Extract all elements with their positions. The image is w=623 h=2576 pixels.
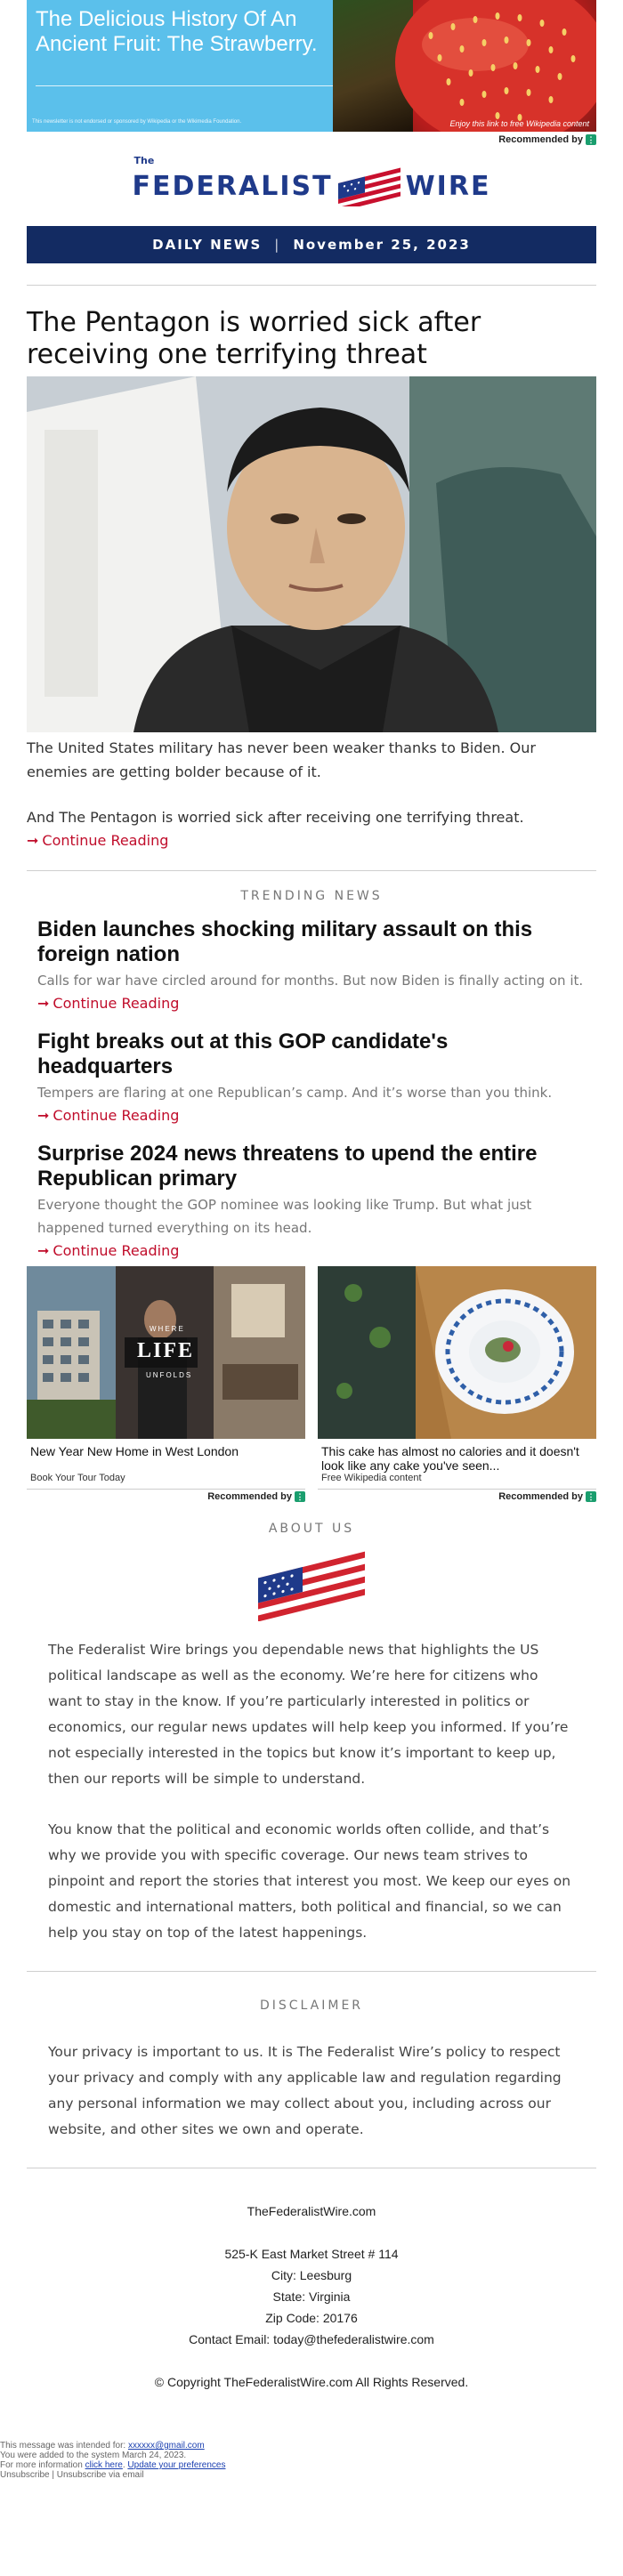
unsubscribe-links[interactable]: Unsubscribe | Unsubscribe via email	[0, 2470, 144, 2481]
trending-title[interactable]: Fight breaks out at this GOP candidate's headquarters	[37, 1030, 449, 1078]
recommended-label: Recommended by	[498, 134, 583, 145]
main-story-para2: And The Pentagon is worried sick after receiving one terrifying threat.	[27, 809, 524, 826]
top-ad-recommended[interactable]	[27, 132, 596, 148]
footer-street: 525-K East Market Street # 114	[224, 2247, 399, 2262]
card-title[interactable]: New Year New Home in West London	[30, 1444, 239, 1458]
top-ad-headline[interactable]: The Delicious History Of An Ancient Fruit: The Strawberry.	[36, 7, 318, 56]
continue-label: Continue Reading	[53, 995, 180, 1012]
recommended-label: Recommended by	[498, 1491, 583, 1502]
flag-icon	[338, 167, 400, 206]
fine-added: You were added to the system March 24, 2023.	[0, 2451, 187, 2461]
email-container	[27, 0, 596, 2393]
trending-summary: Everyone thought the GOP nominee was looking like Trump. But what just happened turned everything on its head.	[37, 1197, 532, 1236]
arrow-right-icon: ➞	[37, 1107, 50, 1124]
trending-title[interactable]: Surprise 2024 news threatens to upend the entire Republican primary	[37, 1142, 538, 1191]
logo-word-wire: WIRE	[405, 171, 491, 202]
trending-summary: Tempers are flaring at one Republican’s camp. And it’s worse than you think.	[37, 1085, 553, 1101]
disclaimer-label: DISCLAIMER	[259, 1999, 364, 2014]
trending-item[interactable]	[27, 1142, 596, 1263]
fine-print	[0, 2441, 623, 2483]
divider	[27, 1971, 596, 1972]
site-logo[interactable]	[27, 148, 596, 226]
strawberry-illustration	[333, 0, 596, 132]
top-ad-divider	[36, 85, 338, 86]
card-divider	[27, 1489, 305, 1490]
footer-spacer	[27, 2222, 596, 2243]
fine-intended-email[interactable]: xxxxxx@gmail.com	[127, 2441, 205, 2451]
footer-copyright: © Copyright TheFederalistWire.com All Rights Reserved.	[154, 2375, 469, 2390]
footer-email[interactable]: Contact Email: today@thefederalistwire.com	[189, 2332, 434, 2347]
continue-label: Continue Reading	[53, 1107, 180, 1124]
logo-the: The	[134, 155, 155, 166]
fine-more: For more information click here. Update your preferences	[0, 2460, 226, 2471]
card-recommended[interactable]	[27, 1491, 305, 1502]
fine-intended-prefix: This message was intended for:	[0, 2441, 126, 2451]
continue-label: Continue Reading	[42, 832, 169, 849]
main-story-image[interactable]	[27, 376, 596, 732]
click-here-link[interactable]: click here	[85, 2460, 123, 2471]
recommended-label: Recommended by	[207, 1491, 292, 1502]
outbrain-icon: ⋮	[587, 1492, 595, 1502]
apartment-image[interactable]	[27, 1266, 305, 1439]
strawberry-image[interactable]	[333, 0, 596, 132]
card-divider	[318, 1489, 596, 1490]
card-subtitle: Free Wikipedia content	[321, 1473, 422, 1483]
main-story-para1: The United States military has never been weaker thanks to Biden. Our enemies are getting bolder because of it.	[27, 739, 536, 780]
outbrain-icon: ⋮	[587, 135, 595, 145]
trending-summary: Calls for war have circled around for months. But now Biden is finally acting on it.	[37, 973, 584, 989]
arrow-right-icon: ➞	[37, 1242, 50, 1259]
fine-intended	[0, 2441, 623, 2451]
main-headline[interactable]: The Pentagon is worried sick after receiving one terrifying threat	[27, 307, 481, 370]
continue-label: Continue Reading	[53, 1242, 180, 1259]
cake-illustration	[318, 1266, 596, 1439]
daily-news-label: DAILY NEWS	[152, 237, 263, 253]
card-title[interactable]: This cake has almost no calories and it doesn't look like any cake you've seen...	[321, 1444, 579, 1473]
trending-continue-link[interactable]	[37, 992, 586, 1015]
date-separator: |	[274, 237, 281, 253]
about-para2: You know that the political and economic worlds often collide, and that’s why we provide you with specific coverage. Our news team strives to pinpoint and report the stories that interest you most. We keep our eyes on domestic and international matters, both political and financial, so we can help you stay on top of the latest happenings.	[48, 1821, 571, 1942]
update-preferences-link[interactable]: Update your preferences	[127, 2460, 226, 2471]
sponsored-cards	[27, 1266, 596, 1502]
card-overlay-bottom: UNFOLDS	[146, 1371, 193, 1379]
sponsored-card[interactable]	[318, 1266, 596, 1502]
date-banner	[27, 226, 596, 263]
portrait-illustration	[27, 376, 596, 732]
arrow-right-icon: ➞	[37, 995, 50, 1012]
card-recommended[interactable]	[318, 1491, 596, 1502]
trending-title[interactable]: Biden launches shocking military assault on this foreign nation	[37, 917, 533, 966]
issue-date: November 25, 2023	[293, 237, 471, 253]
divider	[27, 285, 596, 286]
card-overlay-top: WHERE	[150, 1325, 185, 1333]
fine-more-prefix: For more information	[0, 2460, 83, 2471]
footer-spacer	[27, 2350, 596, 2371]
top-ad-link[interactable]: Enjoy this link to free Wikipedia content	[449, 119, 589, 128]
trending-item[interactable]	[27, 917, 596, 1015]
trending-item[interactable]	[27, 1030, 596, 1127]
main-continue-link[interactable]	[27, 829, 596, 852]
trending-label: TRENDING NEWS	[240, 889, 383, 903]
disclaimer-text: Your privacy is important to us. It is The Federalist Wire’s policy to respect your privacy and comply with any applicable law and regulation regarding any personal information we may collect about you, including across our website, and other sites we own and operate.	[48, 2044, 562, 2138]
divider	[27, 870, 596, 871]
card-subtitle: Book Your Tour Today	[30, 1473, 125, 1483]
footer-city: City: Leesburg	[271, 2268, 352, 2283]
footer	[27, 2201, 596, 2393]
trending-continue-link[interactable]	[37, 1104, 586, 1127]
footer-state: State: Virginia	[272, 2289, 351, 2305]
about-label: ABOUT US	[268, 1522, 355, 1537]
top-ad-fine-print: This newsletter is not endorsed or sponsored by Wikipedia or the Wikimedia Foundation.	[32, 119, 242, 125]
cake-image[interactable]	[318, 1266, 596, 1439]
top-ad-banner[interactable]	[27, 0, 596, 132]
sponsored-card[interactable]	[27, 1266, 305, 1502]
arrow-right-icon: ➞	[27, 832, 39, 849]
logo-word-federalist: FEDERALIST	[132, 171, 333, 202]
flag-icon	[249, 1546, 374, 1621]
about-para1: The Federalist Wire brings you dependable news that highlights the US political landscape as well as the economy. We’re here for citizens who want to stay in the know. If you’re particularly interested in politics or economics, our regular news updates will help keep you informed. If you’re not especially interested in the topics but know it’s important to keep up, then our reports will be simple to understand.	[48, 1642, 569, 1788]
card-overlay-main: LIFE	[137, 1339, 195, 1362]
footer-zip: Zip Code: 20176	[265, 2311, 358, 2326]
trending-continue-link[interactable]	[37, 1240, 586, 1263]
footer-site[interactable]: TheFederalistWire.com	[247, 2204, 376, 2219]
outbrain-icon: ⋮	[295, 1492, 304, 1502]
